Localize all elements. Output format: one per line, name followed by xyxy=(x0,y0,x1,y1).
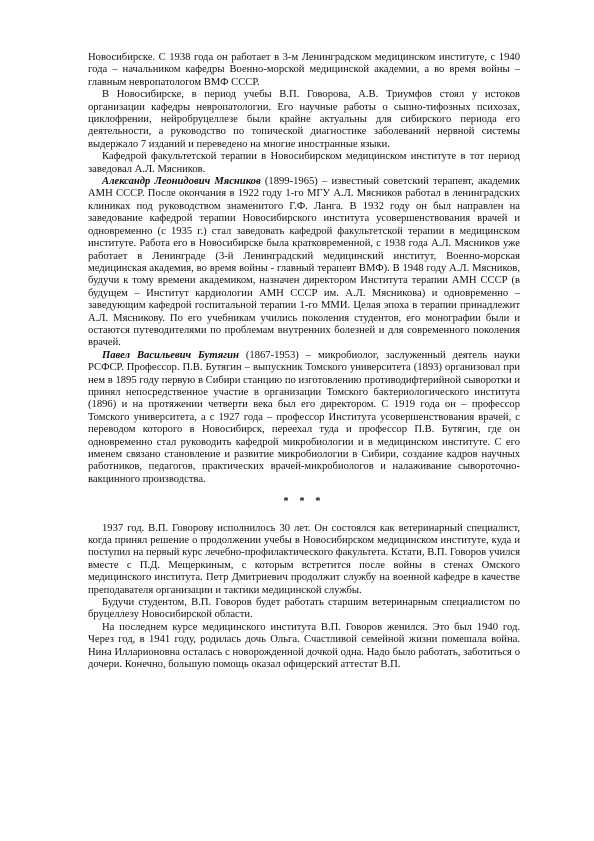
paragraph-6: 1937 год. В.П. Говорову исполнилось 30 лет. Он состоялся как ветеринарный специалист, когда принял решение о продолжении учебы в Новосибирском медицинском институте, куда и поступил на первый курс лечебно-профилактического факультета. Кстати, В.П. Говоров учился вместе с П.Д. Мещеркиным, с которым встретится после войны в стенах Омского медицинского института. Петр Дмитриевич продолжит службу на военной кафедре в качестве преподавателя организации и тактики медицинской службы. xyxy=(88,522,520,596)
paragraph-myasnikov-text: (1899-1965) – известный советский терапевт, академик АМН СССР. После окончания в 1922 году 1-го МГУ А.Л. Мясников работал в ленинградских клиниках под руководством знаменитого Г.Ф. Ланга. В 1932 году он был направлен на заведование кафедрой терапии Новосибирского института усовершенствования врачей и одновременно (с 1935 г.) стал заведовать кафедрой факультетской терапии в медицинском институте. Работа его в Новосибирске была кратковременной, с 1938 года А.Л. Мясников уже работает в Ленинграде (3-й Ленинградский медицинский институт, Военно-морская медицинская академия, во время войны - главный терапевт ВМФ). В 1948 году А.Л. Мясников, будучи к тому времени академиком, назначен директором Института терапии АМН СССР (в будущем – Институт кардиологии АМН СССР им. А.Л. Мясникова) и одновременно – заведующим кафедрой госпитальной терапии 1-го ММИ. Целая эпоха в терапии принадлежит А.Л. Мясникову. По его учебникам учились поколения студентов, его монографии были и остаются путеводителями по проблемам внутренних болезней и для современного поколения врачей. xyxy=(88,176,520,349)
paragraph-butyagin xyxy=(88,350,520,486)
paragraph-8: На последнем курсе медицинского института В.П. Говоров женился. Это был 1940 год. Через год, в 1941 году, родилась дочь Ольга. Счастливой семейной жизни помешала война. Нина Илларионовна осталась с новорожденной дочкой одна. Надо было работать, заботиться о дочери. Конечно, большую помощь оказал офицерский аттестат В.П. xyxy=(88,621,520,671)
paragraph-3: Кафедрой факультетской терапии в Новосибирском медицинском институте в тот период заведовал А.Л. Мясников. xyxy=(88,151,520,175)
paragraph-myasnikov xyxy=(88,176,520,350)
paragraph-1: Новосибирске. С 1938 года он работает в 3-м Ленинградском медицинском институте, с 1940 года – начальником кафедры Военно-морской медицинской академии, а во время войны – главным невропатологом ВМФ СССР. xyxy=(88,52,520,88)
paragraph-2: В Новосибирске, в период учебы В.П. Говорова, А.В. Триумфов стоял у истоков организации кафедры невропатологии. Его научные работы о сыпно-тифозных психозах, циклофрении, нейробруцеллезе были крайне актуальны для сибирского периода его деятельности, а руководство по топической диагностике заболеваний нервной системы выдержало 7 изданий и переведено на многие иностранные языки. xyxy=(88,89,520,150)
person-name-butyagin: Павел Васильевич Бутягин xyxy=(102,349,239,361)
document-page xyxy=(88,52,520,672)
paragraph-7: Будучи студентом, В.П. Говоров будет работать старшим ветеринарным специалистом по бруцеллезу Новосибирской области. xyxy=(88,597,520,621)
paragraph-butyagin-text: (1867-1953) – микробиолог, заслуженный деятель науки РСФСР. Профессор. П.В. Бутягин – выпускник Томского университета (1893) организовал при нем в 1895 году первую в Сибири станцию по изготовлению противодифтерийной сыворотки и принял непосредственное участие в организации Томского бактериологического института (1896) и на протяжении четверти века был его директором. С 1919 года он – профессор Томского университета, а с 1927 года – профессор Института усовершенствования врачей, с переводом которого в Новосибирск, переехал туда и профессор П.В. Бутягин, где он одновременно стал руководить кафедрой микробиологии и в медицинском институте. С его именем связано становление и развитие микробиологии в Сибири, создание кадров научных работников, педагогов, практических врачей-микробиологов и налаживание сывороточно-вакцинного производства. xyxy=(88,349,520,485)
section-separator: * * * xyxy=(283,496,325,508)
person-name-myasnikov: Александр Леонидович Мясников xyxy=(102,176,261,188)
